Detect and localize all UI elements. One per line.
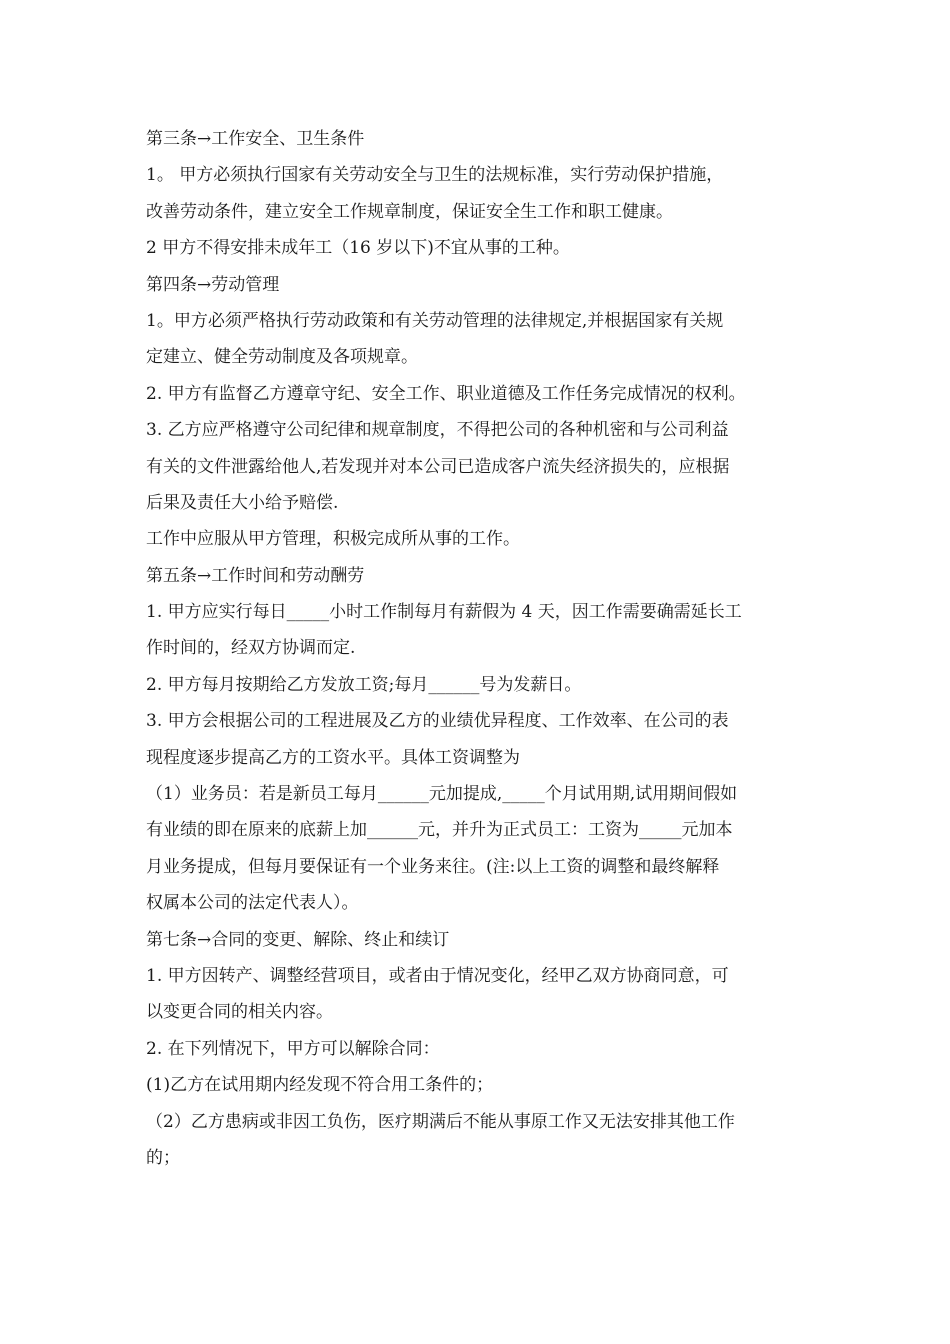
- paragraph-line: 2 甲方不得安排未成年工（16 岁以下)不宜从事的工种。: [146, 238, 570, 259]
- paragraph-line: 1。 甲方必须执行国家有关劳动安全与卫生的法规标准，实行劳动保护措施，: [146, 165, 724, 186]
- paragraph-line: 2. 甲方有监督乙方遵章守纪、安全工作、职业道德及工作任务完成情况的权利。: [146, 383, 746, 404]
- section-heading-5: 第五条→工作时间和劳动酬劳: [146, 565, 365, 586]
- document-body: [146, 121, 826, 1176]
- paragraph-line: 的；: [146, 1147, 180, 1168]
- paragraph-line: 3. 乙方应严格遵守公司纪律和规章制度，不得把公司的各种机密和与公司利益: [146, 420, 729, 441]
- section-heading-7: 第七条→合同的变更、解除、终止和续订: [146, 929, 450, 950]
- paragraph-line: 定建立、健全劳动制度及各项规章。: [146, 347, 418, 368]
- paragraph-line: 作时间的，经双方协调而定.: [146, 638, 356, 659]
- paragraph-line: 改善劳动条件，建立安全工作规章制度，保证安全生工作和职工健康。: [146, 201, 673, 222]
- paragraph-line: 月业务提成，但每月要保证有一个业务来往。(注:以上工资的调整和最终解释: [146, 856, 720, 877]
- paragraph-line: 以变更合同的相关内容。: [146, 1002, 333, 1023]
- paragraph-line: 2. 在下列情况下，甲方可以解除合同：: [146, 1038, 440, 1059]
- paragraph-line: 3. 甲方会根据公司的工程进展及乙方的业绩优异程度、工作效率、在公司的表: [146, 711, 729, 732]
- paragraph-line: （1）业务员：若是新员工每月______元加提成,_____个月试用期,试用期间假如: [146, 784, 738, 805]
- section-heading-3: 第三条→工作安全、卫生条件: [146, 129, 365, 149]
- paragraph-line: (1)乙方在试用期内经发现不符合用工条件的；: [146, 1075, 494, 1096]
- paragraph-line: 有业绩的即在原来的底薪上加______元，并升为正式员工：工资为_____元加本: [146, 820, 733, 841]
- paragraph-line: 现程度逐步提高乙方的工资水平。具体工资调整为: [146, 747, 520, 768]
- section-heading-4: 第四条→劳动管理: [146, 274, 280, 295]
- paragraph-line: 1。甲方必须严格执行劳动政策和有关劳动管理的法律规定,并根据国家有关规: [146, 310, 724, 331]
- paragraph-line: 权属本公司的法定代表人）。: [146, 893, 359, 914]
- paragraph-line: 工作中应服从甲方管理，积极完成所从事的工作。: [146, 529, 520, 550]
- paragraph-line: 1. 甲方因转产、调整经营项目，或者由于情况变化，经甲乙双方协商同意，可: [146, 965, 729, 986]
- paragraph-line: 有关的文件泄露给他人,若发现并对本公司已造成客户流失经济损失的，应根据: [146, 456, 730, 477]
- paragraph-line: 2. 甲方每月按期给乙方发放工资;每月______号为发薪日。: [146, 674, 582, 695]
- paragraph-line: 后果及责任大小给予赔偿.: [146, 492, 339, 513]
- paragraph-line: （2）乙方患病或非因工负伤，医疗期满后不能从事原工作又无法安排其他工作: [146, 1111, 735, 1132]
- paragraph-line: 1. 甲方应实行每日_____小时工作制每月有薪假为 4 天，因工作需要确需延长工: [146, 602, 742, 623]
